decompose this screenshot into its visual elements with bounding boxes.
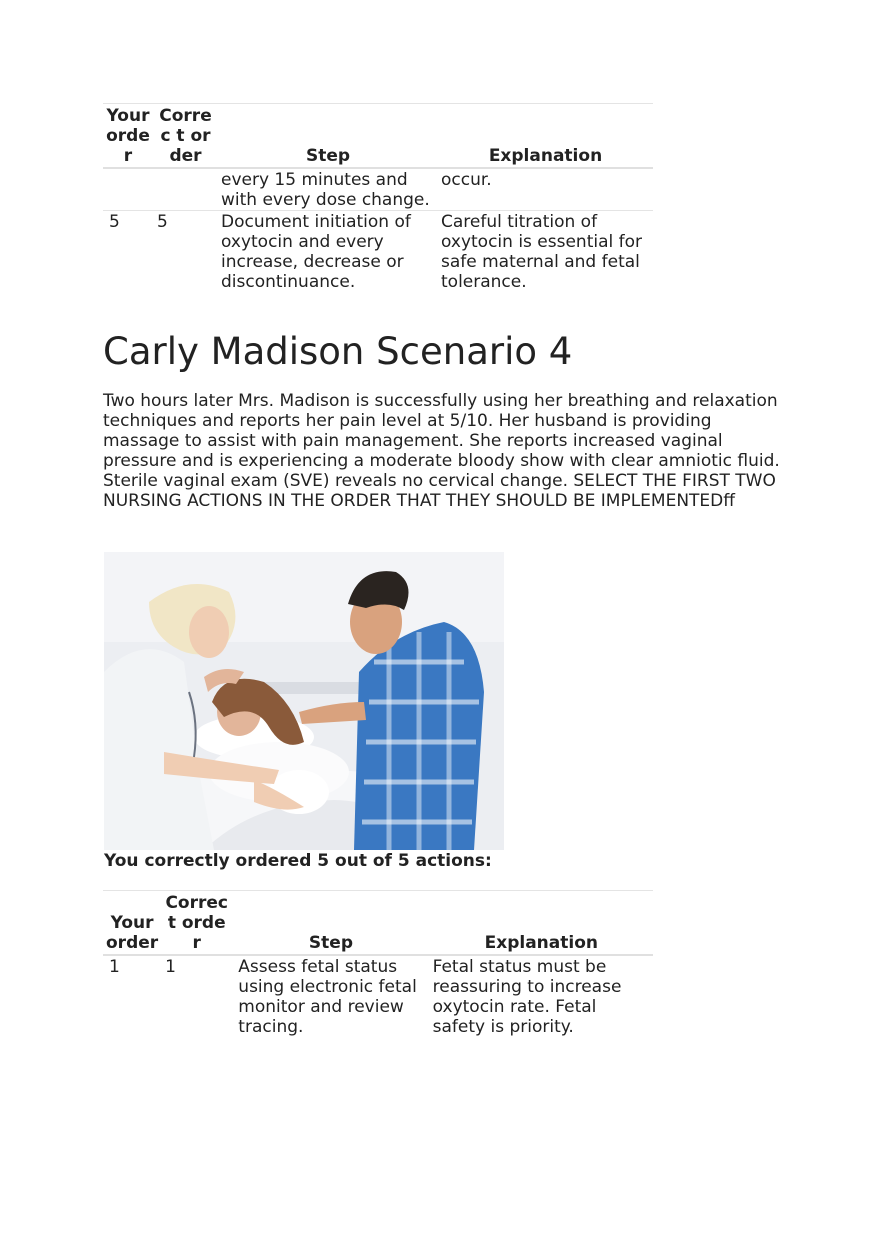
step-cell: Assess fetal status using electronic fetal monitor and review tracing.: [238, 957, 417, 1037]
col-correct-order: Correc t order: [165, 893, 228, 953]
order-table: [103, 890, 653, 1037]
table-row: [103, 955, 653, 1037]
your-order-cell: [103, 168, 153, 211]
table-row: [103, 211, 653, 293]
col-step: Step: [305, 146, 351, 166]
labor-scene-image: [104, 552, 504, 850]
scenario-title: Carly Madison Scenario 4: [103, 330, 573, 373]
correct-order-cell: 5: [157, 212, 168, 232]
scenario-text: Two hours later Mrs. Madison is successfully using her breathing and relaxation techniques and reports her pain level at 5/10. Her husband is providing massage to assist with pain management. She reports increased vaginal pressure and is experiencing a moderate bloody show with clear amniotic fluid. Sterile vaginal exam (SVE) reveals no cervical change. SELECT THE FIRST TWO NURSING ACTIONS IN THE ORDER THAT THEY SHOULD BE IMPLEMENTEDff: [103, 391, 780, 511]
col-your-order: Your order: [106, 913, 159, 953]
explanation-cell: Fetal status must be reassuring to increase oxytocin rate. Fetal safety is priority.: [432, 957, 622, 1037]
order-table-previous: [103, 103, 653, 292]
correct-order-cell: [153, 168, 218, 211]
labor-scene-illustration: [104, 552, 504, 850]
correct-order-cell: 1: [165, 957, 176, 977]
col-your-order: Your orde r: [106, 106, 150, 166]
step-cell: Document initiation of oxytocin and every increase, decrease or discontinuance.: [221, 212, 411, 292]
col-correct-order: Correc t order: [159, 106, 212, 166]
your-order-cell: 5: [109, 212, 120, 232]
table-row: [103, 168, 653, 211]
explanation-cell: Careful titration of oxytocin is essential for safe maternal and fetal tolerance.: [441, 212, 643, 292]
result-summary: You correctly ordered 5 out of 5 actions:: [104, 851, 492, 871]
col-explanation: Explanation: [488, 146, 603, 166]
col-step: Step: [308, 933, 353, 953]
col-explanation: Explanation: [484, 933, 598, 953]
explanation-cell: occur.: [441, 170, 492, 190]
your-order-cell: 1: [109, 957, 120, 977]
step-cell: every 15 minutes and with every dose change.: [221, 170, 430, 210]
